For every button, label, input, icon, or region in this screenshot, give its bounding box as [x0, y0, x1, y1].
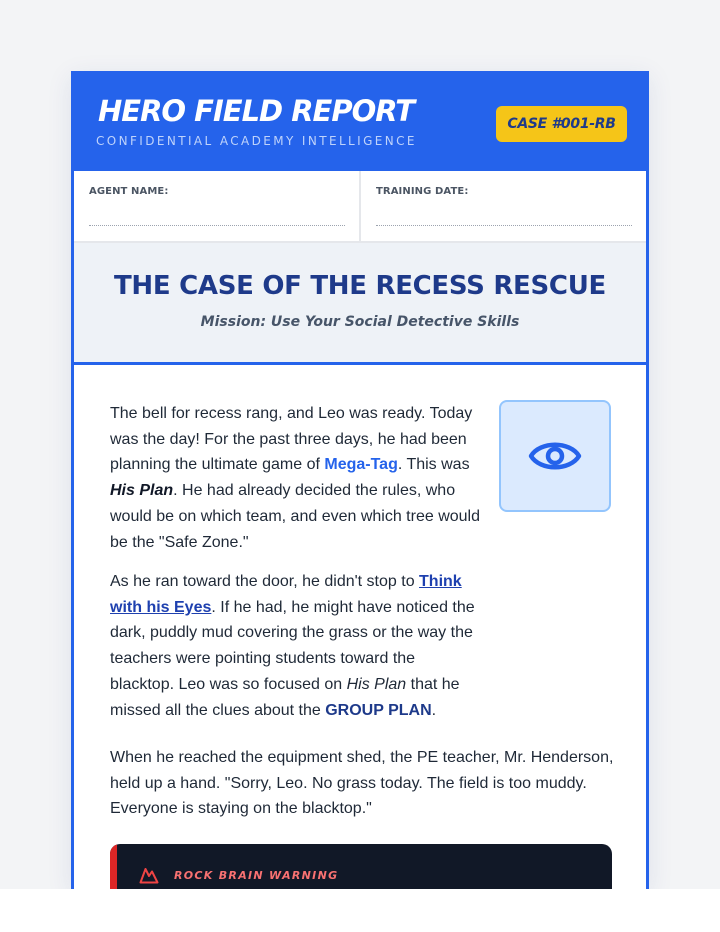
paragraph-1-text-a: The bell for recess rang, and Leo was ready. Today was the day! For the past three days, he had been planning the ultimate game of [110, 405, 473, 474]
page-bottom [0, 889, 720, 932]
paragraph-1-text-b: . This was [397, 456, 470, 474]
training-date-label: TRAINING DATE: [376, 186, 469, 197]
paragraph-3: When he reached the equipment shed, the PE teacher, Mr. Henderson, held up a hand. "Sorry, Leo. No grass today. The field is too muddy. Everyone is staying on the blacktop." [110, 749, 614, 818]
paragraph-2-text-b: . If he had, he might have noticed the dark, puddly mud covering the grass or the way the teachers were pointing students toward the blacktop. Leo was so focused on [110, 598, 475, 693]
agent-fields [74, 171, 646, 243]
story-title: THE CASE OF THE RECESS RESCUE [114, 271, 606, 301]
case-badge: CASE #001-RB [496, 106, 627, 142]
paragraph-2-text-d: . [431, 701, 437, 719]
paragraph-2 [110, 569, 482, 723]
report-subtitle: CONFIDENTIAL ACADEMY INTELLIGENCE [96, 134, 417, 148]
group-plan-highlight: GROUP PLAN [325, 701, 432, 719]
warning-stripe [110, 844, 117, 889]
agent-name-field[interactable] [74, 171, 359, 241]
his-plan-highlight: His Plan [110, 482, 174, 500]
agent-name-label: AGENT NAME: [89, 186, 169, 197]
mega-tag-highlight: Mega-Tag [324, 456, 398, 474]
rock-brain-warning [110, 844, 612, 889]
paragraph-2-text-a: As he ran toward the door, he didn't stop to [110, 573, 420, 590]
field-report [71, 71, 649, 889]
think-with-eyes-link[interactable]: Think with his Eyes [110, 573, 462, 616]
report-header [74, 74, 646, 171]
story-title-band [74, 243, 646, 365]
paragraph-1 [110, 401, 480, 555]
story-subtitle: Mission: Use Your Social Detective Skills [200, 314, 520, 330]
training-date-field[interactable] [359, 171, 646, 241]
agent-name-line[interactable] [89, 225, 345, 226]
training-date-line[interactable] [376, 225, 632, 226]
warning-label: ROCK BRAIN WARNING [174, 869, 339, 882]
his-plan-emphasis: His Plan [346, 675, 407, 693]
mountain-icon [139, 866, 159, 884]
eye-card [499, 400, 611, 512]
eye-icon [528, 436, 582, 476]
paragraph-2-text-c: that he missed all the clues about the [110, 675, 460, 719]
paragraph-1-text-c: . He had already decided the rules, who would be on which team, and even which tree would be the "Safe Zone." [110, 482, 480, 551]
report-title: HERO FIELD REPORT [98, 94, 415, 128]
